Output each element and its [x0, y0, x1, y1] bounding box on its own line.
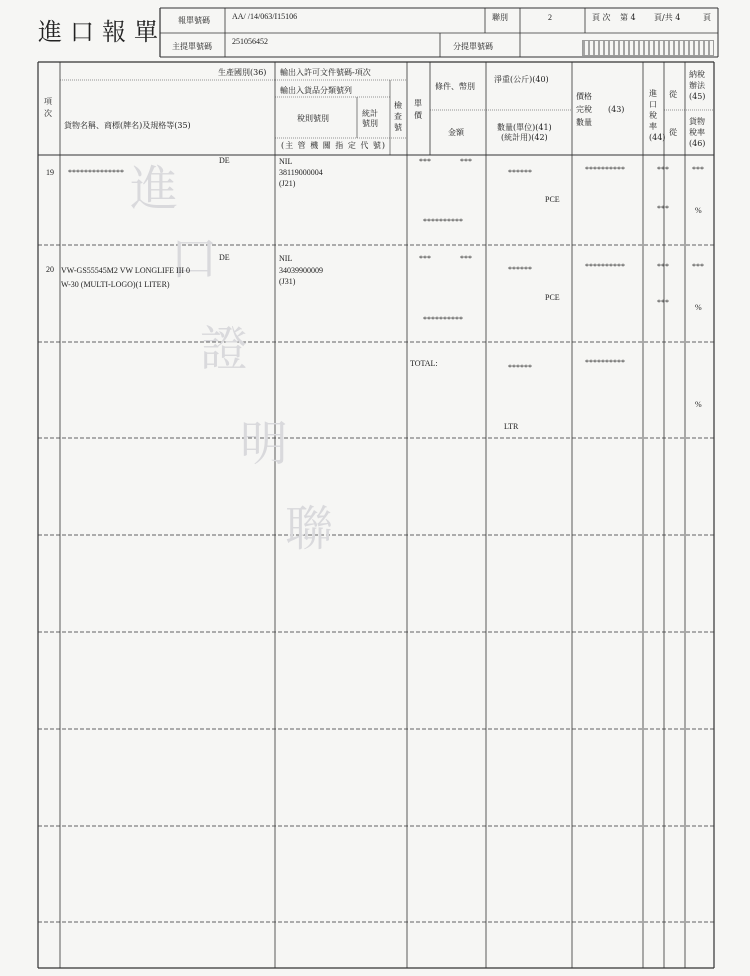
total-net-weight: ****** — [508, 363, 532, 372]
total-value: ********** — [585, 358, 625, 367]
bl-label: 主提單號碼 — [172, 42, 212, 51]
col-tariff: 稅則號別 — [297, 114, 329, 123]
page-label: 頁 次 — [592, 13, 611, 22]
col-item-no: 項 次 — [44, 97, 52, 118]
col-amount: 金額 — [448, 128, 464, 137]
col-inspect: 檢 查 號 — [394, 101, 402, 132]
col-value: 價格 完稅 (43) 數量 — [576, 92, 625, 127]
watermark-char: 證 — [200, 321, 249, 377]
col-import-rate: 進 口 稅 率 (44) — [649, 89, 666, 142]
item-rate-2: *** — [657, 204, 669, 213]
stamp-mark — [582, 40, 714, 56]
col-permit: 輸出入許可文件號碼-項次 — [280, 68, 371, 77]
item-origin: DE — [219, 253, 230, 262]
item-rate-1: *** — [657, 262, 669, 271]
col-tax-method: 納稅 辦法 (45) — [689, 70, 706, 101]
item-value: ********** — [585, 262, 625, 271]
item-unit: PCE — [545, 293, 560, 302]
item-net-weight: ****** — [508, 265, 532, 274]
total-goods-tax: % — [695, 400, 702, 409]
item-amount: ********** — [423, 217, 463, 226]
col-from-1: 從 — [669, 90, 677, 99]
page-suffix: 頁 — [703, 13, 711, 22]
page-total: 頁/共 4 — [654, 13, 681, 22]
watermark-char: 口 — [170, 231, 219, 287]
watermark-char: 聯 — [285, 501, 334, 557]
form-title: 進口報單 — [38, 18, 166, 46]
item-goods-tax: % — [695, 303, 702, 312]
col-terms: 條件、幣別 — [435, 82, 475, 91]
watermark-char: 進 — [130, 161, 179, 217]
item-rate-1: *** — [657, 165, 669, 174]
col-desc: 貨物名稱、商標(牌名)及規格等(35) — [64, 121, 191, 130]
item-origin: DE — [219, 156, 230, 165]
col-qty: 數量(單位)(41) (統計用)(42) — [497, 123, 552, 142]
item-desc: VW-GS55545M2 VW LONGLIFE III 0 W-30 (MULTI-LOGO)(1 LITER) — [61, 266, 191, 289]
col-net-weight: 淨重(公斤)(40) — [494, 75, 549, 84]
item-terms-2: *** — [460, 157, 472, 166]
page-current: 第 4 — [620, 13, 636, 22]
item-no: 19 — [46, 168, 54, 177]
col-goods-tax: 貨物 稅率 (46) — [689, 117, 706, 148]
col-agency: (主 管 機 關 指 定 代 號) — [281, 141, 387, 150]
bl-value: 251056452 — [232, 37, 268, 46]
item-no: 20 — [46, 265, 54, 274]
item-value: ********** — [585, 165, 625, 174]
item-terms-1: *** — [419, 157, 431, 166]
total-unit: LTR — [504, 422, 519, 431]
col-hs: 輸出入貨品分類號列 — [280, 86, 352, 95]
item-terms-1: *** — [419, 254, 431, 263]
item-goods-tax: % — [695, 206, 702, 215]
item-desc: ************** — [68, 168, 124, 177]
item-tax: *** — [692, 165, 704, 174]
item-tax: *** — [692, 262, 704, 271]
item-terms-2: *** — [460, 254, 472, 263]
item-tariff: NIL 38119000004 (J21) — [279, 157, 323, 188]
seq-label: 聯別 — [492, 13, 508, 22]
item-net-weight: ****** — [508, 168, 532, 177]
seq-value: 2 — [548, 13, 552, 22]
item-rate-2: *** — [657, 298, 669, 307]
item-tariff: NIL 34039900009 (J31) — [279, 254, 323, 286]
col-stat: 統計 號別 — [362, 109, 378, 128]
decl-no-label: 報單號碼 — [178, 16, 210, 25]
decl-no-value: AA/ /14/063/I15106 — [232, 12, 298, 21]
watermark-char: 明 — [240, 416, 289, 472]
item-unit: PCE — [545, 195, 560, 204]
col-from-2: 從 — [669, 128, 677, 137]
item-amount: ********** — [423, 315, 463, 324]
sub-bl-label: 分提單號碼 — [453, 42, 493, 51]
col-unit-price: 單 價 — [414, 99, 422, 120]
col-origin: 生產國別(36) — [218, 68, 267, 77]
total-label: TOTAL: — [410, 359, 438, 368]
